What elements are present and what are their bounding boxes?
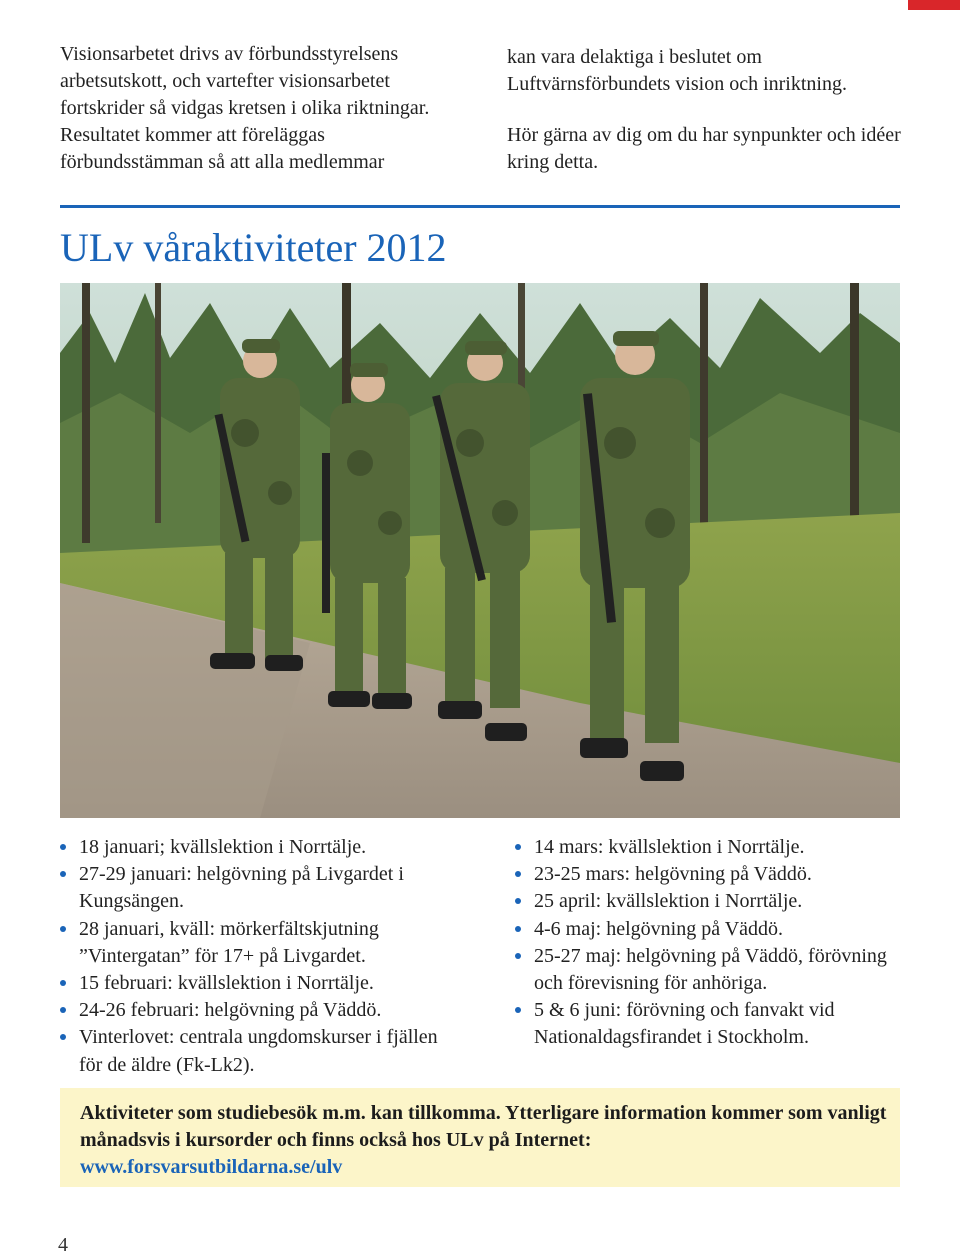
corner-mark bbox=[908, 0, 960, 10]
list-item: 5 & 6 juni: förövning och fanvakt vid Nationaldagsfirandet i Stockholm. bbox=[515, 997, 915, 1051]
list-item: Vinterlovet: centrala ungdomskurser i fjällen för de äldre (Fk-Lk2). bbox=[60, 1024, 460, 1078]
info-text-block bbox=[80, 1100, 890, 1181]
info-text: Aktiviteter som studiebesök m.m. kan tillkomma. Ytterligare information kommer som vanligt månadsvis i kursorder och finns också hos ULv på Internet: bbox=[80, 1102, 887, 1151]
intro-left-text: Visionsarbetet drivs av förbundsstyrelsens arbetsutskott, och vartefter visionsarbetet fortskrider så vidgas kretsen i olika riktningar. Resultatet kommer att föreläggas förbundsstämman så att alla medlemmar bbox=[60, 43, 430, 173]
info-box bbox=[60, 1088, 900, 1187]
list-item: 15 februari: kvällslektion i Norrtälje. bbox=[60, 970, 460, 997]
list-item: 25 april: kvällslektion i Norrtälje. bbox=[515, 888, 915, 915]
list-item: 4-6 maj: helgövning på Väddö. bbox=[515, 916, 915, 943]
intro-right-column bbox=[507, 44, 907, 176]
list-item: 24-26 februari: helgövning på Väddö. bbox=[60, 997, 460, 1024]
list-item: 14 mars: kvällslektion i Norrtälje. bbox=[515, 834, 915, 861]
activities-left-list bbox=[60, 834, 460, 1079]
intro-left-column bbox=[60, 41, 460, 176]
soldiers-photo-illustration bbox=[60, 283, 900, 818]
page-number: 4 bbox=[58, 1234, 68, 1256]
section-title: ULv våraktiviteter 2012 bbox=[60, 225, 447, 270]
intro-right-text-1: kan vara delaktiga i beslutet om Luftvärnsförbundets vision och inriktning. bbox=[507, 46, 847, 95]
list-item: 23-25 mars: helgövning på Väddö. bbox=[515, 861, 915, 888]
activities-right-list bbox=[515, 834, 915, 1052]
list-item: 28 januari, kväll: mörkerfältskjutning ”Vintergatan” för 17+ på Livgardet. bbox=[60, 916, 460, 970]
list-item: 18 januari; kvällslektion i Norrtälje. bbox=[60, 834, 460, 861]
soldiers-photo bbox=[60, 283, 900, 818]
section-divider bbox=[60, 205, 900, 208]
list-item: 27-29 januari: helgövning på Livgardet i Kungsängen. bbox=[60, 861, 460, 915]
intro-right-text-2: Hör gärna av dig om du har synpunkter och idéer kring detta. bbox=[507, 124, 901, 173]
list-item: 25-27 maj: helgövning på Väddö, förövning och förevisning för anhöriga. bbox=[515, 943, 915, 997]
website-link[interactable]: www.forsvarsutbildarna.se/ulv bbox=[80, 1156, 343, 1178]
